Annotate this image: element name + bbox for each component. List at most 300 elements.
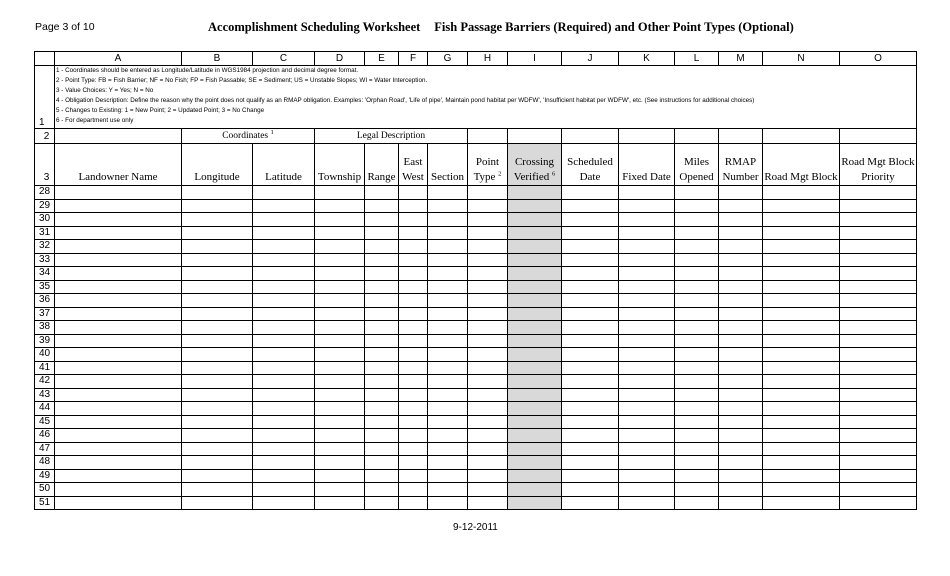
column-header-i[interactable]: I: [508, 52, 562, 66]
cell-k[interactable]: [619, 226, 675, 240]
cell-n[interactable]: [763, 496, 840, 510]
cell-h[interactable]: [468, 280, 508, 294]
cell-b[interactable]: [182, 456, 253, 470]
cell-b[interactable]: [182, 388, 253, 402]
cell-d[interactable]: [315, 415, 365, 429]
cell-i[interactable]: [508, 361, 562, 375]
cell-j[interactable]: [562, 469, 619, 483]
cell-e[interactable]: [365, 456, 399, 470]
cell-n[interactable]: [763, 469, 840, 483]
cell-d[interactable]: [315, 240, 365, 254]
cell-a[interactable]: [55, 469, 182, 483]
cell-i[interactable]: [508, 429, 562, 443]
cell-c[interactable]: [253, 402, 315, 416]
cell-d[interactable]: [315, 186, 365, 200]
cell-e[interactable]: [365, 469, 399, 483]
cell-h[interactable]: [468, 361, 508, 375]
cell-g[interactable]: [428, 496, 468, 510]
cell-l[interactable]: [675, 213, 719, 227]
cell-c[interactable]: [253, 483, 315, 497]
cell-e[interactable]: [365, 375, 399, 389]
cell-o[interactable]: [840, 456, 917, 470]
cell-i[interactable]: [508, 388, 562, 402]
cell-k[interactable]: [619, 375, 675, 389]
column-header-m[interactable]: M: [719, 52, 763, 66]
cell-j[interactable]: [562, 280, 619, 294]
cell-g[interactable]: [428, 253, 468, 267]
cell-m[interactable]: [719, 348, 763, 362]
cell-n[interactable]: [763, 240, 840, 254]
cell-e[interactable]: [365, 240, 399, 254]
column-header-h[interactable]: H: [468, 52, 508, 66]
cell-l[interactable]: [675, 456, 719, 470]
cell-b[interactable]: [182, 213, 253, 227]
cell-m[interactable]: [719, 496, 763, 510]
cell-j[interactable]: [562, 402, 619, 416]
cell-n[interactable]: [763, 442, 840, 456]
cell-c[interactable]: [253, 375, 315, 389]
cell-b[interactable]: [182, 307, 253, 321]
cell-b[interactable]: [182, 240, 253, 254]
cell-a[interactable]: [55, 456, 182, 470]
cell-k[interactable]: [619, 267, 675, 281]
cell-f[interactable]: [399, 388, 428, 402]
cell-c[interactable]: [253, 442, 315, 456]
cell-d[interactable]: [315, 307, 365, 321]
cell-m[interactable]: [719, 280, 763, 294]
cell-c[interactable]: [253, 240, 315, 254]
cell-n[interactable]: [763, 253, 840, 267]
cell-c[interactable]: [253, 469, 315, 483]
cell-i[interactable]: [508, 415, 562, 429]
row-number[interactable]: 48: [35, 456, 55, 470]
cell-i[interactable]: [508, 348, 562, 362]
cell[interactable]: [55, 129, 182, 144]
row-number[interactable]: 30: [35, 213, 55, 227]
cell-a[interactable]: [55, 294, 182, 308]
cell-f[interactable]: [399, 294, 428, 308]
row-number[interactable]: 44: [35, 402, 55, 416]
column-header-d[interactable]: D: [315, 52, 365, 66]
cell-i[interactable]: [508, 213, 562, 227]
cell-k[interactable]: [619, 253, 675, 267]
cell-i[interactable]: [508, 186, 562, 200]
cell-f[interactable]: [399, 186, 428, 200]
cell-e[interactable]: [365, 429, 399, 443]
cell-i[interactable]: [508, 496, 562, 510]
cell-g[interactable]: [428, 348, 468, 362]
cell-e[interactable]: [365, 186, 399, 200]
cell-l[interactable]: [675, 388, 719, 402]
cell-i[interactable]: [508, 456, 562, 470]
row-number[interactable]: 45: [35, 415, 55, 429]
cell-a[interactable]: [55, 348, 182, 362]
cell-i[interactable]: [508, 442, 562, 456]
cell-l[interactable]: [675, 415, 719, 429]
cell-c[interactable]: [253, 253, 315, 267]
cell-e[interactable]: [365, 483, 399, 497]
cell-g[interactable]: [428, 388, 468, 402]
cell-e[interactable]: [365, 334, 399, 348]
column-header-a[interactable]: A: [55, 52, 182, 66]
cell-j[interactable]: [562, 348, 619, 362]
cell-c[interactable]: [253, 348, 315, 362]
cell-g[interactable]: [428, 469, 468, 483]
cell-b[interactable]: [182, 361, 253, 375]
row-number[interactable]: 38: [35, 321, 55, 335]
cell-o[interactable]: [840, 442, 917, 456]
cell-c[interactable]: [253, 456, 315, 470]
cell-g[interactable]: [428, 429, 468, 443]
cell-j[interactable]: [562, 429, 619, 443]
cell-a[interactable]: [55, 321, 182, 335]
cell-i[interactable]: [508, 199, 562, 213]
cell-b[interactable]: [182, 186, 253, 200]
cell-a[interactable]: [55, 213, 182, 227]
cell-b[interactable]: [182, 348, 253, 362]
cell-m[interactable]: [719, 442, 763, 456]
cell-a[interactable]: [55, 361, 182, 375]
cell-l[interactable]: [675, 442, 719, 456]
cell-b[interactable]: [182, 375, 253, 389]
cell-o[interactable]: [840, 186, 917, 200]
cell-k[interactable]: [619, 199, 675, 213]
cell-i[interactable]: [508, 334, 562, 348]
cell-h[interactable]: [468, 442, 508, 456]
cell-m[interactable]: [719, 253, 763, 267]
cell-f[interactable]: [399, 199, 428, 213]
cell-d[interactable]: [315, 388, 365, 402]
cell-n[interactable]: [763, 213, 840, 227]
cell-n[interactable]: [763, 483, 840, 497]
cell-g[interactable]: [428, 240, 468, 254]
cell-d[interactable]: [315, 469, 365, 483]
cell-b[interactable]: [182, 321, 253, 335]
cell-o[interactable]: [840, 469, 917, 483]
cell-d[interactable]: [315, 334, 365, 348]
cell-c[interactable]: [253, 307, 315, 321]
cell-a[interactable]: [55, 429, 182, 443]
cell-a[interactable]: [55, 199, 182, 213]
cell-a[interactable]: [55, 267, 182, 281]
cell-b[interactable]: [182, 253, 253, 267]
cell[interactable]: [562, 129, 619, 144]
cell-k[interactable]: [619, 361, 675, 375]
cell-m[interactable]: [719, 307, 763, 321]
column-header-g[interactable]: G: [428, 52, 468, 66]
column-header-j[interactable]: J: [562, 52, 619, 66]
cell-g[interactable]: [428, 442, 468, 456]
cell-d[interactable]: [315, 496, 365, 510]
cell-g[interactable]: [428, 375, 468, 389]
cell-o[interactable]: [840, 415, 917, 429]
cell-k[interactable]: [619, 388, 675, 402]
row-number[interactable]: 39: [35, 334, 55, 348]
cell-i[interactable]: [508, 267, 562, 281]
cell-f[interactable]: [399, 429, 428, 443]
cell-m[interactable]: [719, 334, 763, 348]
cell-i[interactable]: [508, 307, 562, 321]
cell-j[interactable]: [562, 294, 619, 308]
cell-f[interactable]: [399, 334, 428, 348]
cell-h[interactable]: [468, 186, 508, 200]
cell-a[interactable]: [55, 280, 182, 294]
cell-k[interactable]: [619, 456, 675, 470]
row-number[interactable]: 31: [35, 226, 55, 240]
cell-k[interactable]: [619, 321, 675, 335]
cell-e[interactable]: [365, 388, 399, 402]
cell-j[interactable]: [562, 253, 619, 267]
cell-h[interactable]: [468, 402, 508, 416]
cell-k[interactable]: [619, 240, 675, 254]
cell-n[interactable]: [763, 375, 840, 389]
cell-c[interactable]: [253, 186, 315, 200]
cell-f[interactable]: [399, 375, 428, 389]
row-number[interactable]: 32: [35, 240, 55, 254]
cell-g[interactable]: [428, 483, 468, 497]
cell-a[interactable]: [55, 483, 182, 497]
cell-m[interactable]: [719, 361, 763, 375]
cell-m[interactable]: [719, 240, 763, 254]
cell-m[interactable]: [719, 213, 763, 227]
cell-j[interactable]: [562, 267, 619, 281]
column-header-b[interactable]: B: [182, 52, 253, 66]
cell-a[interactable]: [55, 496, 182, 510]
cell-k[interactable]: [619, 294, 675, 308]
cell-h[interactable]: [468, 267, 508, 281]
cell-o[interactable]: [840, 402, 917, 416]
cell-g[interactable]: [428, 280, 468, 294]
cell-l[interactable]: [675, 226, 719, 240]
cell-h[interactable]: [468, 456, 508, 470]
cell-n[interactable]: [763, 361, 840, 375]
cell-f[interactable]: [399, 226, 428, 240]
cell-j[interactable]: [562, 199, 619, 213]
cell-m[interactable]: [719, 186, 763, 200]
cell-h[interactable]: [468, 348, 508, 362]
cell-j[interactable]: [562, 496, 619, 510]
cell-o[interactable]: [840, 199, 917, 213]
cell-i[interactable]: [508, 483, 562, 497]
cell-a[interactable]: [55, 334, 182, 348]
cell-o[interactable]: [840, 483, 917, 497]
cell-d[interactable]: [315, 483, 365, 497]
cell-d[interactable]: [315, 267, 365, 281]
cell-j[interactable]: [562, 307, 619, 321]
cell-a[interactable]: [55, 442, 182, 456]
cell-a[interactable]: [55, 253, 182, 267]
cell-f[interactable]: [399, 280, 428, 294]
cell-l[interactable]: [675, 321, 719, 335]
cell-l[interactable]: [675, 469, 719, 483]
cell-g[interactable]: [428, 294, 468, 308]
cell[interactable]: [719, 129, 763, 144]
cell-c[interactable]: [253, 429, 315, 443]
cell-i[interactable]: [508, 280, 562, 294]
cell-o[interactable]: [840, 361, 917, 375]
column-header-k[interactable]: K: [619, 52, 675, 66]
cell-e[interactable]: [365, 496, 399, 510]
cell-i[interactable]: [508, 375, 562, 389]
cell-g[interactable]: [428, 402, 468, 416]
cell-k[interactable]: [619, 348, 675, 362]
cell-h[interactable]: [468, 240, 508, 254]
row-number[interactable]: 33: [35, 253, 55, 267]
cell-i[interactable]: [508, 253, 562, 267]
cell-l[interactable]: [675, 253, 719, 267]
cell-f[interactable]: [399, 456, 428, 470]
cell-l[interactable]: [675, 361, 719, 375]
cell-d[interactable]: [315, 429, 365, 443]
cell-n[interactable]: [763, 388, 840, 402]
cell-n[interactable]: [763, 280, 840, 294]
cell-l[interactable]: [675, 402, 719, 416]
row-number[interactable]: 47: [35, 442, 55, 456]
cell-l[interactable]: [675, 240, 719, 254]
cell-d[interactable]: [315, 199, 365, 213]
column-header-f[interactable]: F: [399, 52, 428, 66]
cell-c[interactable]: [253, 199, 315, 213]
cell-o[interactable]: [840, 388, 917, 402]
cell-i[interactable]: [508, 294, 562, 308]
column-header-c[interactable]: C: [253, 52, 315, 66]
row-number[interactable]: 41: [35, 361, 55, 375]
cell[interactable]: [840, 129, 917, 144]
cell-m[interactable]: [719, 456, 763, 470]
cell-j[interactable]: [562, 240, 619, 254]
cell-g[interactable]: [428, 361, 468, 375]
cell-e[interactable]: [365, 402, 399, 416]
cell-c[interactable]: [253, 213, 315, 227]
cell-n[interactable]: [763, 267, 840, 281]
cell-k[interactable]: [619, 402, 675, 416]
cell-j[interactable]: [562, 321, 619, 335]
cell-l[interactable]: [675, 334, 719, 348]
cell-e[interactable]: [365, 307, 399, 321]
cell-l[interactable]: [675, 267, 719, 281]
cell-o[interactable]: [840, 294, 917, 308]
cell-f[interactable]: [399, 348, 428, 362]
cell-g[interactable]: [428, 307, 468, 321]
cell-l[interactable]: [675, 496, 719, 510]
cell-k[interactable]: [619, 213, 675, 227]
cell-f[interactable]: [399, 267, 428, 281]
cell-h[interactable]: [468, 253, 508, 267]
cell-o[interactable]: [840, 307, 917, 321]
cell-c[interactable]: [253, 334, 315, 348]
cell-f[interactable]: [399, 415, 428, 429]
cell-g[interactable]: [428, 334, 468, 348]
cell[interactable]: [508, 129, 562, 144]
cell-n[interactable]: [763, 348, 840, 362]
cell-a[interactable]: [55, 186, 182, 200]
cell-c[interactable]: [253, 267, 315, 281]
cell-o[interactable]: [840, 429, 917, 443]
cell-j[interactable]: [562, 361, 619, 375]
cell-c[interactable]: [253, 361, 315, 375]
cell-o[interactable]: [840, 267, 917, 281]
cell-d[interactable]: [315, 375, 365, 389]
cell-d[interactable]: [315, 402, 365, 416]
cell-k[interactable]: [619, 186, 675, 200]
cell-m[interactable]: [719, 375, 763, 389]
cell-m[interactable]: [719, 226, 763, 240]
cell-h[interactable]: [468, 199, 508, 213]
cell-f[interactable]: [399, 483, 428, 497]
cell-c[interactable]: [253, 226, 315, 240]
cell-g[interactable]: [428, 321, 468, 335]
cell-f[interactable]: [399, 496, 428, 510]
row-number[interactable]: 46: [35, 429, 55, 443]
cell-k[interactable]: [619, 334, 675, 348]
cell-n[interactable]: [763, 186, 840, 200]
cell-d[interactable]: [315, 456, 365, 470]
cell-a[interactable]: [55, 388, 182, 402]
row-number[interactable]: 35: [35, 280, 55, 294]
cell-f[interactable]: [399, 442, 428, 456]
cell-f[interactable]: [399, 213, 428, 227]
cell-k[interactable]: [619, 280, 675, 294]
row-number[interactable]: 43: [35, 388, 55, 402]
cell-l[interactable]: [675, 199, 719, 213]
cell-n[interactable]: [763, 307, 840, 321]
cell-g[interactable]: [428, 213, 468, 227]
cell-l[interactable]: [675, 375, 719, 389]
cell-h[interactable]: [468, 496, 508, 510]
cell-d[interactable]: [315, 361, 365, 375]
cell-n[interactable]: [763, 321, 840, 335]
cell-d[interactable]: [315, 321, 365, 335]
cell-d[interactable]: [315, 226, 365, 240]
cell-g[interactable]: [428, 456, 468, 470]
cell-a[interactable]: [55, 240, 182, 254]
cell-i[interactable]: [508, 402, 562, 416]
row-number[interactable]: 28: [35, 186, 55, 200]
cell-i[interactable]: [508, 226, 562, 240]
cell-n[interactable]: [763, 415, 840, 429]
cell-e[interactable]: [365, 361, 399, 375]
cell-a[interactable]: [55, 307, 182, 321]
column-header-o[interactable]: O: [840, 52, 917, 66]
cell-h[interactable]: [468, 294, 508, 308]
cell-k[interactable]: [619, 442, 675, 456]
cell-b[interactable]: [182, 442, 253, 456]
cell-m[interactable]: [719, 321, 763, 335]
cell-e[interactable]: [365, 294, 399, 308]
cell-o[interactable]: [840, 496, 917, 510]
cell-h[interactable]: [468, 415, 508, 429]
cell-n[interactable]: [763, 456, 840, 470]
row-number[interactable]: 50: [35, 483, 55, 497]
cell-i[interactable]: [508, 321, 562, 335]
cell-e[interactable]: [365, 415, 399, 429]
cell-b[interactable]: [182, 280, 253, 294]
cell-e[interactable]: [365, 267, 399, 281]
cell-j[interactable]: [562, 186, 619, 200]
cell-k[interactable]: [619, 307, 675, 321]
cell-e[interactable]: [365, 442, 399, 456]
cell-c[interactable]: [253, 415, 315, 429]
cell-a[interactable]: [55, 375, 182, 389]
cell-m[interactable]: [719, 469, 763, 483]
cell-j[interactable]: [562, 334, 619, 348]
cell-o[interactable]: [840, 334, 917, 348]
cell-d[interactable]: [315, 294, 365, 308]
cell-g[interactable]: [428, 226, 468, 240]
cell-o[interactable]: [840, 321, 917, 335]
cell-h[interactable]: [468, 213, 508, 227]
row-number[interactable]: 51: [35, 496, 55, 510]
